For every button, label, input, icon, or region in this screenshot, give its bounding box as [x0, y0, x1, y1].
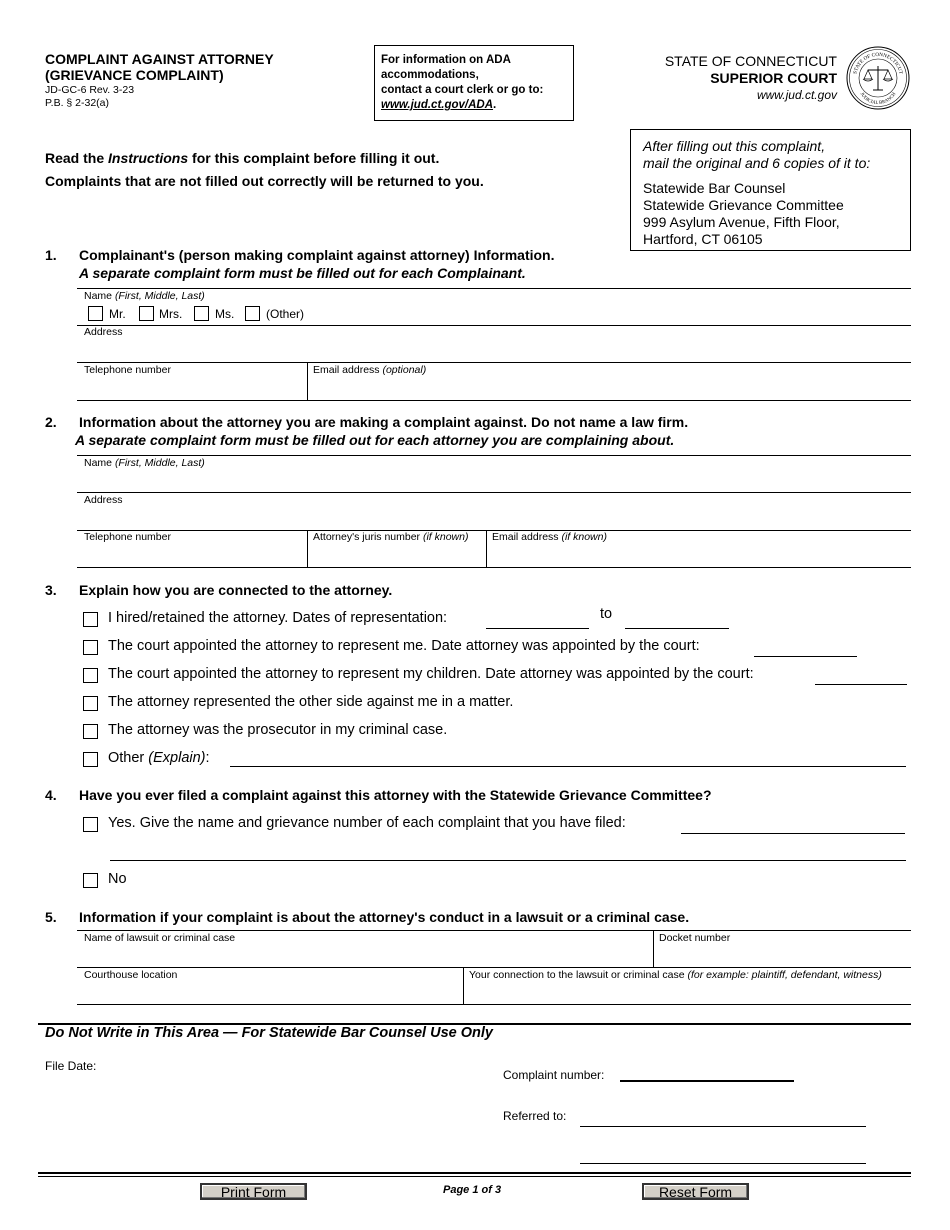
complainant-phone-input[interactable] — [84, 378, 304, 398]
section5-number: 5. — [45, 909, 57, 925]
title-ms-checkbox[interactable] — [194, 306, 209, 321]
form-instructions — [45, 147, 484, 193]
title-ms-label: Ms. — [215, 307, 235, 321]
instructions-line2: Complaints that are not filled out correctly will be returned to you. — [45, 173, 484, 189]
prior-complaint-no-label: No — [108, 871, 127, 887]
ada-info-box — [374, 45, 574, 121]
complainant-email-label: Email address (optional) — [313, 364, 427, 376]
title-mrs-label: Mrs. — [159, 307, 183, 321]
form-id: JD-GC-6 Rev. 3-23 — [45, 84, 135, 96]
representation-start-date-input[interactable] — [486, 628, 589, 629]
ada-line3: contact a court clerk or go to: — [381, 84, 544, 96]
court-header — [665, 53, 837, 104]
court-website: www.jud.ct.gov — [756, 88, 837, 102]
court-appointed-me-checkbox[interactable] — [83, 640, 98, 655]
print-form-button[interactable]: Print Form — [200, 1183, 307, 1200]
attorney-juris-label: Attorney's juris number (if known) — [313, 531, 469, 543]
ada-link-period: . — [493, 99, 497, 111]
form-title — [45, 51, 274, 83]
attorney-phone-label: Telephone number — [84, 531, 171, 543]
seal-bottom-text: JUDICIAL BRANCH — [858, 91, 898, 107]
title-other-checkbox[interactable] — [245, 306, 260, 321]
form-title-line2: (GRIEVANCE COMPLAINT) — [45, 67, 224, 83]
attorney-address-input[interactable] — [84, 508, 910, 528]
case-connection-input[interactable] — [469, 983, 909, 1003]
representation-end-date-input[interactable] — [625, 628, 729, 629]
ada-link[interactable]: www.jud.ct.gov/ADA — [381, 99, 494, 111]
referred-to-line2 — [580, 1163, 866, 1164]
complainant-email-input[interactable] — [313, 378, 908, 398]
attorney-name-label: Name (First, Middle, Last) — [84, 457, 205, 469]
section1-heading: Complainant's (person making complaint against attorney) Information. A separate complaint form must be filled out for each Complainant. — [79, 247, 555, 281]
section2-heading: Information about the attorney you are making a complaint against. Do not name a law firm. A separate complaint form must be filled out for each attorney you are complaining about. — [75, 414, 689, 448]
title-mrs-checkbox[interactable] — [139, 306, 154, 321]
courthouse-location-input[interactable] — [84, 983, 459, 1003]
other-side-label: The attorney represented the other side against me in a matter. — [108, 694, 514, 710]
file-date-label: File Date: — [45, 1059, 97, 1073]
case-name-input[interactable] — [84, 946, 649, 966]
mail-address-line3: 999 Asylum Avenue, Fifth Floor, — [643, 214, 840, 230]
mail-address-line2: Statewide Grievance Committee — [643, 197, 844, 213]
court-appointed-children-checkbox[interactable] — [83, 668, 98, 683]
referred-to-label: Referred to: — [503, 1109, 567, 1123]
section4-heading: Have you ever filed a complaint against this attorney with the Statewide Grievance Committee? — [79, 787, 712, 803]
case-connection-label: Your connection to the lawsuit or criminal case (for example: plaintiff, defendant, witness) — [469, 969, 882, 981]
ada-line1: For information on ADA — [381, 54, 511, 66]
form-title-line1: COMPLAINT AGAINST ATTORNEY — [45, 51, 274, 67]
seal-top-text: STATE OF CONNECTICUT — [852, 51, 904, 75]
title-mr-label: Mr. — [109, 307, 126, 321]
section5-heading: Information if your complaint is about the attorney's conduct in a lawsuit or a criminal case. — [79, 909, 690, 925]
attorney-juris-input[interactable] — [313, 546, 483, 566]
docket-number-input[interactable] — [659, 946, 909, 966]
prior-complaint-details-input[interactable] — [681, 833, 905, 834]
referred-to-line — [580, 1126, 866, 1127]
complainant-phone-label: Telephone number — [84, 364, 171, 376]
attorney-name-input[interactable] — [84, 471, 910, 491]
form-meta — [45, 84, 134, 110]
ada-line2: accommodations, — [381, 69, 479, 81]
complaint-number-label: Complaint number: — [503, 1068, 605, 1082]
section3-heading: Explain how you are connected to the attorney. — [79, 582, 393, 598]
complaint-number-line — [620, 1080, 794, 1082]
prior-complaint-details-input-line2[interactable] — [110, 860, 906, 861]
other-side-checkbox[interactable] — [83, 696, 98, 711]
practice-book-ref: P.B. § 2-32(a) — [45, 97, 110, 109]
other-connection-checkbox[interactable] — [83, 752, 98, 767]
section1-number: 1. — [45, 247, 57, 263]
mail-instruction — [643, 138, 898, 172]
title-other-label: (Other) — [266, 307, 305, 321]
prior-complaint-yes-label: Yes. Give the name and grievance number of each complaint that you have filed: — [108, 815, 626, 831]
section2-subheading: A separate complaint form must be filled out for each attorney you are complaining about. — [75, 432, 675, 448]
reset-form-button[interactable]: Reset Form — [642, 1183, 749, 1200]
prior-complaint-yes-checkbox[interactable] — [83, 817, 98, 832]
office-use-heading: Do Not Write in This Area — For Statewide Bar Counsel Use Only — [45, 1025, 493, 1041]
representation-to-label: to — [600, 606, 613, 622]
mail-address-line1: Statewide Bar Counsel — [643, 180, 786, 196]
attorney-email-input[interactable] — [492, 546, 908, 566]
section1-subheading: A separate complaint form must be filled out for each Complainant. — [79, 265, 526, 281]
state-name: STATE OF CONNECTICUT — [664, 53, 837, 69]
prior-complaint-no-checkbox[interactable] — [83, 873, 98, 888]
complainant-address-input[interactable] — [84, 340, 910, 360]
section3-number: 3. — [45, 582, 57, 598]
attorney-email-label: Email address (if known) — [492, 531, 607, 543]
hired-attorney-label: I hired/retained the attorney. Dates of representation: — [108, 610, 448, 626]
instructions-emphasis: Instructions — [108, 150, 189, 166]
case-name-label: Name of lawsuit or criminal case — [84, 932, 236, 944]
court-name: SUPERIOR COURT — [710, 70, 837, 86]
other-connection-input[interactable] — [230, 766, 906, 767]
mail-address-line4: Hartford, CT 06105 — [643, 231, 763, 247]
mail-instruction-line1: After filling out this complaint, — [643, 138, 826, 154]
mailing-instructions-box — [630, 129, 911, 251]
instructions-line1: Read the Instructions for this complaint before filling it out. — [45, 150, 440, 166]
hired-attorney-checkbox[interactable] — [83, 612, 98, 627]
page-number: Page 1 of 3 — [443, 1184, 502, 1196]
complainant-address-label: Address — [84, 326, 123, 338]
prosecutor-label: The attorney was the prosecutor in my criminal case. — [108, 722, 448, 738]
complainant-name-input[interactable] — [320, 303, 910, 323]
mail-instruction-line2: mail the original and 6 copies of it to: — [643, 155, 871, 171]
title-mr-checkbox[interactable] — [88, 306, 103, 321]
court-appointed-children-label: The court appointed the attorney to represent my children. Date attorney was appointed by the court: — [108, 666, 754, 682]
judicial-seal-icon — [846, 46, 910, 110]
prosecutor-checkbox[interactable] — [83, 724, 98, 739]
attorney-phone-input[interactable] — [84, 546, 304, 566]
court-appointed-children-date-input[interactable] — [815, 684, 907, 685]
section4-number: 4. — [45, 787, 57, 803]
section2-number: 2. — [45, 414, 57, 430]
other-connection-label: Other (Explain): — [108, 750, 210, 766]
attorney-address-label: Address — [84, 494, 123, 506]
courthouse-location-label: Courthouse location — [84, 969, 178, 981]
complainant-name-label: Name (First, Middle, Last) — [84, 290, 205, 302]
court-appointed-me-date-input[interactable] — [754, 656, 857, 657]
docket-number-label: Docket number — [659, 932, 731, 944]
court-appointed-me-label: The court appointed the attorney to represent me. Date attorney was appointed by the court: — [108, 638, 700, 654]
